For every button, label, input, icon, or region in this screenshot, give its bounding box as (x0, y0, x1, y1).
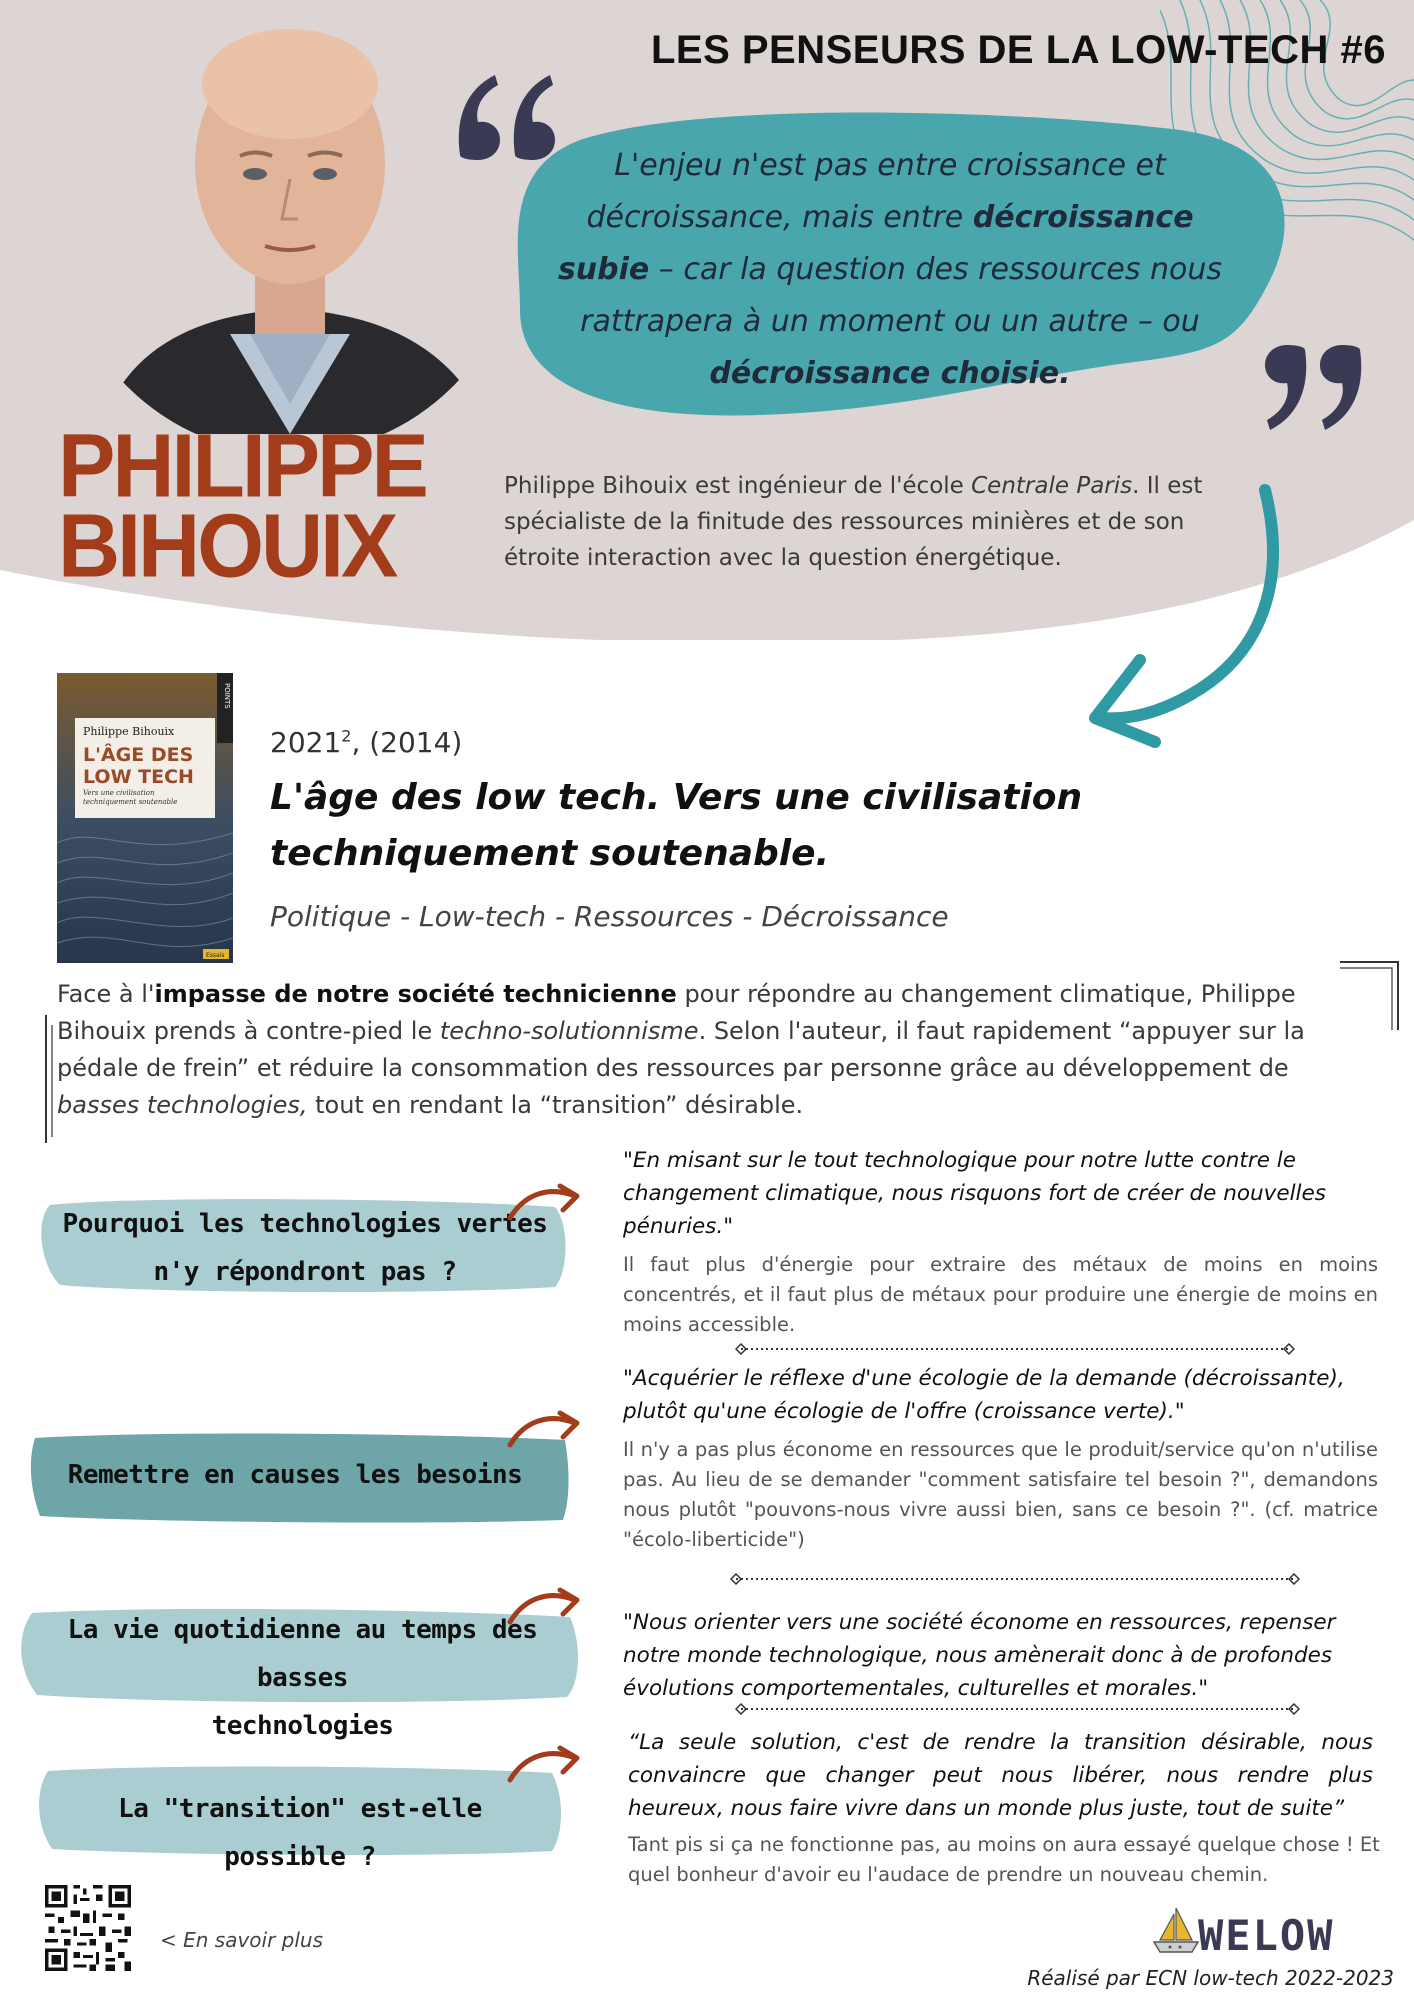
section-detail-besoins: Il n'y a pas plus économe en ressources que le produit/service qu'on n'utilise pas. Au lieu de se demander "comment satisfaire tel besoin ?", demandons nous plutôt "pouvons-nous vivre aussi bien, sans ce besoin ?". (cf. matrice "écolo-liberticide") (623, 1438, 1378, 1551)
summary-emphasis: impasse de notre société technicienne (154, 980, 677, 1008)
book-summary (57, 976, 1377, 1124)
qr-code[interactable] (42, 1882, 134, 1974)
more-info-link[interactable]: < En savoir plus (160, 1928, 324, 1952)
dotted-separator (735, 1703, 1300, 1715)
bio-school: Centrale Paris (971, 473, 1133, 499)
pointer-arrow-icon (505, 1740, 585, 1790)
page-title: LES PENSEURS DE LA LOW-TECH #6 (650, 28, 1386, 72)
book-cover-title-line2: LOW TECH (83, 766, 194, 788)
summary-text: pour répondre au changement climatique, Philippe Bihouix prends à contre-pied le (57, 980, 1296, 1045)
book-tags: Politique - Low-tech - Ressources - Décroissance (270, 900, 949, 933)
section-label-line: La vie quotidienne au temps des basses (67, 1615, 538, 1693)
author-name (58, 415, 426, 597)
book-cover-subtitle: Vers une civilisation techniquement soutenable (83, 789, 178, 806)
section-label-vie-quotidienne (30, 1606, 575, 1750)
bio-text: . Il est spécialiste de la finitude des ressources minières et de son étroite interaction avec la question énergétique. (504, 473, 1203, 571)
pointer-arrow-icon (505, 1178, 585, 1228)
summary-italic: basses technologies, (57, 1091, 308, 1119)
book-original-year: , (2014) (351, 726, 463, 759)
section-quote-transition: “La seule solution, c'est de rendre la transition désirable, nous convaincre que changer peut nous libérer, nous rendre plus heureux, nous faire vivre dans un monde plus juste, tout de suite” (628, 1730, 1373, 1821)
pointer-arrow-icon (505, 1582, 585, 1632)
quote-emphasis: décroissance subie (557, 200, 1194, 287)
book-cover-series: POINTS (223, 683, 231, 709)
author-last-name: BIHOUIX (58, 495, 396, 597)
pointer-arrow-icon (505, 1405, 585, 1455)
section-label-technologies (60, 1200, 550, 1296)
welow-logo-text: WELOW (1198, 1911, 1335, 1960)
book-cover-image (57, 673, 233, 963)
section-quote-vie-quotidienne: "Nous orienter vers une société économe en ressources, repenser notre monde technologique, nous amènerait donc à de profondes évolutions comportementales, culturelles et morales." (623, 1610, 1336, 1701)
dotted-separator (730, 1573, 1300, 1585)
section-label-line: Remettre en causes les besoins (67, 1460, 523, 1490)
welow-logo (1150, 1900, 1380, 1960)
section-label-transition (50, 1785, 550, 1881)
section-label-besoins (45, 1451, 545, 1499)
summary-text: tout en rendant la “transition” désirable. (307, 1091, 804, 1119)
summary-text: Face à l' (57, 980, 155, 1008)
book-edition: 2 (341, 726, 352, 746)
section-quote-technologies: "En misant sur le tout technologique pour notre lutte contre le changement climatique, nous risquons fort de créer de nouvelles pénuries." (623, 1148, 1326, 1239)
quote-part: L'enjeu n'est pas entre croissance et décroissance, mais entre (586, 148, 1166, 235)
summary-italic: techno-solutionnisme (439, 1017, 699, 1045)
book-title: L'âge des low tech. Vers une civilisation techniquement soutenable. (270, 777, 1083, 874)
dotted-separator (735, 1343, 1295, 1355)
book-cover-badge: Essais (206, 952, 225, 959)
book-cover-author: Philippe Bihouix (83, 725, 175, 738)
section-label-line: n'y répondront pas ? (153, 1257, 457, 1287)
quote-emphasis: décroissance choisie. (709, 356, 1071, 391)
bio-text: Philippe Bihouix est ingénieur de l'école (504, 473, 972, 499)
section-label-line: technologies (211, 1711, 394, 1741)
book-cover-title-line1: L'ÂGE DES (83, 744, 194, 766)
book-year-value: 2021 (270, 726, 342, 759)
credit-text: Réalisé par ECN low-tech 2022-2023 (1027, 1966, 1394, 1990)
section-label-line: Pourquoi les technologies vertes (62, 1209, 548, 1239)
section-detail-technologies: Il faut plus d'énergie pour extraire des métaux de moins en moins concentrés, et il faut plus de métaux pour produire une énergie de moins en moins accessible. (623, 1253, 1378, 1336)
book-year (270, 726, 462, 759)
featured-quote (540, 140, 1240, 400)
curved-arrow-icon (1040, 480, 1310, 760)
section-label-line: La "transition" est-elle possible ? (118, 1794, 482, 1872)
section-quote-besoins: "Acquérier le réflexe d'une écologie de la demande (décroissante), plutôt qu'une écologie de l'offre (croissance verte)." (623, 1366, 1345, 1424)
closing-quote-mark-icon (1250, 345, 1380, 445)
section-detail-transition: Tant pis si ça ne fonctionne pas, au moins on aura essayé quelque chose ! Et quel bonheur d'avoir eu l'audace de prendre un nouveau chemin. (628, 1833, 1380, 1886)
author-first-name: PHILIPPE (58, 415, 426, 517)
quote-part: – car la question des ressources nous rattrapera à un moment ou un autre – ou (580, 252, 1223, 339)
summary-text: . Selon l'auteur, il faut rapidement “appuyer sur la pédale de frein” et réduire la consommation des ressources par personne grâce au développement de (57, 1017, 1305, 1082)
